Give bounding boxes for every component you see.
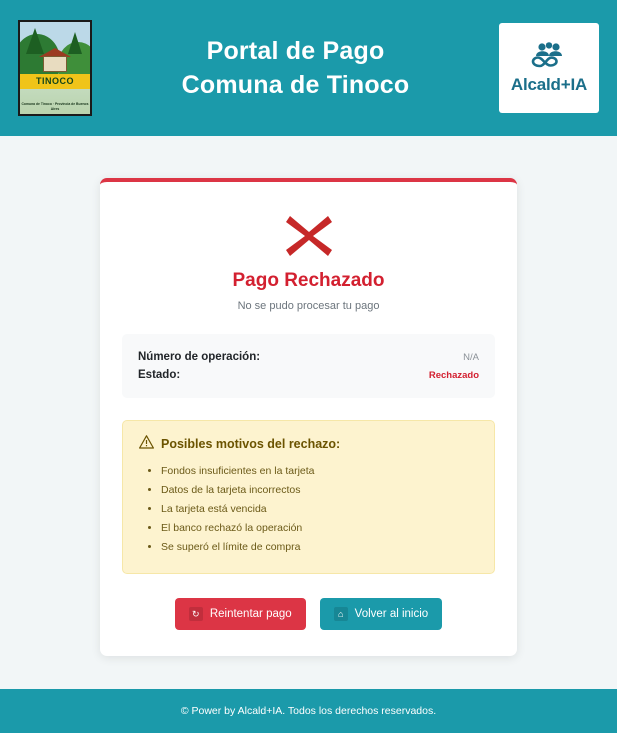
rejection-reasons-panel	[122, 420, 495, 574]
status-subtitle: No se pudo procesar tu pago	[237, 300, 380, 312]
list-item: • La tarjeta está vencida	[161, 500, 478, 519]
action-buttons	[122, 598, 495, 630]
status-icon-wrap	[122, 212, 495, 260]
detail-row	[138, 366, 479, 384]
status-title: Pago Rechazado	[232, 270, 385, 291]
brand-name: Alcald+IA	[510, 74, 588, 94]
back-to-home-label: Volver al inicio	[354, 608, 429, 620]
list-item: • Fondos insuficientes en la tarjeta	[161, 462, 478, 481]
warning-triangle-icon	[139, 435, 154, 452]
operation-number-value: N/A	[463, 352, 479, 363]
crest-illustration	[20, 22, 90, 114]
crest-sub-text: Comuna de Tinoco · Provincia de Buenos Aires	[21, 102, 89, 111]
operation-number-label: Número de operación:	[138, 351, 261, 363]
footer-text: © Power by Alcald+IA. Todos los derechos reservados.	[180, 705, 437, 717]
municipal-crest-logo	[18, 20, 92, 116]
list-item: • Datos de la tarjeta incorrectos	[161, 481, 478, 500]
page-footer	[0, 689, 617, 733]
rejection-reasons-list	[139, 462, 478, 557]
brand-logo	[499, 23, 599, 113]
page-title	[92, 34, 499, 102]
crest-band-text: TINOCO	[20, 74, 90, 89]
detail-row	[138, 348, 479, 366]
retry-payment-button[interactable]	[175, 598, 306, 630]
refresh-icon: ↻	[189, 607, 203, 621]
status-badge: Rechazado	[428, 370, 479, 381]
list-item: • Se superó el límite de compra	[161, 538, 478, 557]
page-header	[0, 0, 617, 136]
payment-status-card	[100, 178, 517, 656]
page-title-line2: Comuna de Tinoco	[181, 71, 410, 99]
people-infinity-icon	[528, 42, 570, 73]
back-to-home-button[interactable]	[320, 598, 443, 630]
rejection-reasons-title: Posibles motivos del rechazo:	[161, 436, 341, 451]
status-label: Estado:	[138, 369, 181, 381]
main-content	[0, 136, 617, 689]
operation-details	[122, 334, 495, 398]
page-title-line1: Portal de Pago	[206, 37, 385, 65]
list-item: • El banco rechazó la operación	[161, 519, 478, 538]
crest-house-icon	[43, 56, 67, 72]
red-x-icon	[282, 212, 336, 260]
rejection-reasons-heading	[139, 435, 478, 452]
home-icon: ⌂	[334, 607, 348, 621]
retry-payment-label: Reintentar pago	[209, 608, 292, 620]
